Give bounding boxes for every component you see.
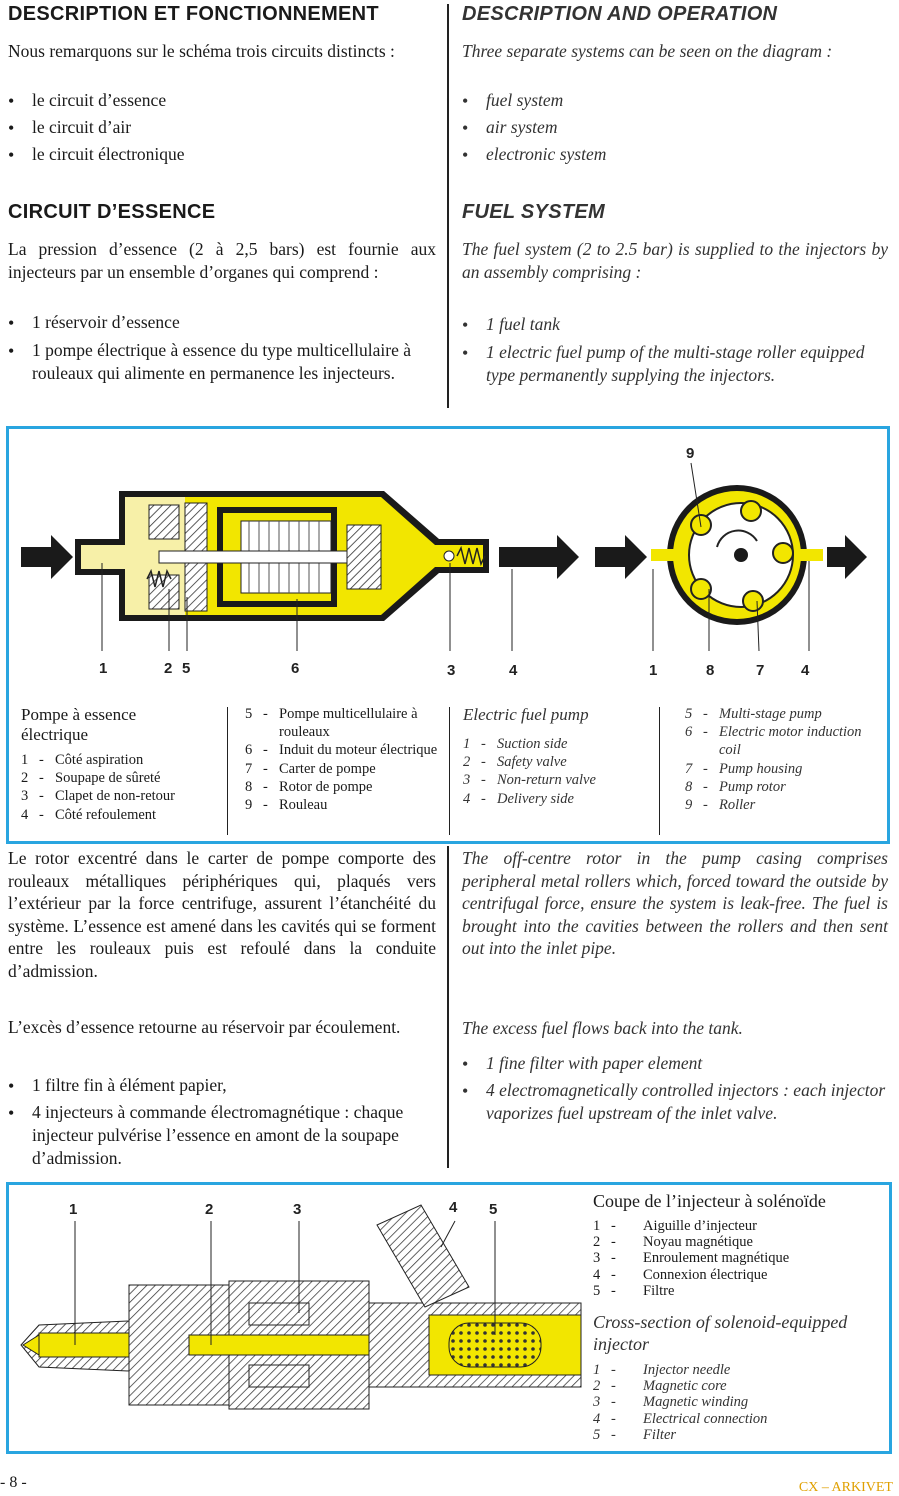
en-intro: Three separate systems can be seen on the diagram : (462, 41, 833, 61)
list-item: • electronic system (462, 143, 888, 166)
legend-row: 5 - Pompe multicellulaire à rouleaux (245, 706, 418, 741)
pump-legend-fr-a (21, 705, 221, 824)
en-excess-paragraph: The excess fuel flows back into the tank. (462, 1018, 743, 1038)
pump-figure-panel (6, 426, 890, 844)
injector-figure-panel (6, 1182, 892, 1454)
legend-row: 3 - Magnetic winding (593, 1394, 749, 1411)
watermark-credit: CX – ARKIVET (798, 1480, 893, 1495)
en-fuel-intro: The fuel system (2 to 2.5 bar) is supplied to the injectors by an assembly comprising : (462, 239, 888, 282)
en-heading-description: DESCRIPTION AND OPERATION (462, 3, 778, 25)
legend-row: 1 - Injector needle (593, 1362, 731, 1378)
legend-row: 9 - Rouleau (245, 797, 328, 814)
callout-1-rotor: 1 (649, 662, 658, 679)
legend-row: 1 - Côté aspiration (21, 752, 144, 768)
injector-callout-1: 1 (69, 1201, 78, 1218)
legend-row: 3 - Non-return valve (463, 772, 596, 789)
fr-rotor-paragraph: Le rotor excentré dans le carter de pompe comporte des rouleaux métalliques périphériques qui, plaqués vers l’extérieur par la force centrifuge, assurent l’étanchéité du système. L’essence est amené dans les cavités qui se forment entre les rouleaux puis est refoulé dans la conduite d’admission. (8, 848, 436, 981)
injector-title-fr: Coupe de l’injecteur à solénoïde (593, 1191, 826, 1211)
legend-row: 8 - Rotor de pompe (245, 778, 373, 795)
legend-row: 5 - Multi-stage pump (685, 706, 822, 722)
callout-1: 1 (99, 660, 108, 677)
injector-diagram (9, 1185, 585, 1451)
callout-5: 5 (182, 660, 191, 677)
list-item: • 1 pompe électrique à essence du type multicellulaire à rouleaux qui alimente en permanence les injecteurs. (8, 339, 436, 385)
fr-intro: Nous remarquons sur le schéma trois circuits distincts : (8, 41, 395, 61)
legend-row: 8 - Pump rotor (685, 778, 786, 795)
callout-4: 4 (509, 662, 518, 679)
list-item: • le circuit d’essence (8, 89, 436, 112)
callout-3: 3 (447, 662, 456, 679)
en-heading-fuel: FUEL SYSTEM (462, 201, 605, 223)
fr-excess-paragraph: L’excès d’essence retourne au réservoir par écoulement. (8, 1017, 401, 1037)
legend-row: 5 - Filter (593, 1426, 677, 1443)
inlet-arrow (21, 535, 73, 579)
list-item: • fuel system (462, 89, 888, 112)
legend-row: 3 - Clapet de non-retour (21, 788, 175, 805)
en-systems-list (462, 89, 888, 166)
legend-row: 2 - Noyau magnétique (593, 1234, 753, 1251)
outlet-arrow (499, 535, 579, 579)
en-fuel-list (462, 313, 888, 387)
list-item: • 1 réservoir d’essence (8, 311, 436, 334)
pump-title-en: Electric fuel pump (463, 705, 589, 724)
legend-row: 7 - Pump housing (685, 760, 803, 777)
fr-heading-fuel: CIRCUIT D’ESSENCE (8, 201, 216, 223)
legend-row: 1 - Aiguille d’injecteur (593, 1218, 757, 1234)
legend-row: 2 - Safety valve (463, 754, 567, 771)
column-divider-middle (447, 846, 449, 1168)
column-divider-top (447, 4, 449, 408)
injector-legend-en (593, 1311, 887, 1444)
list-item: • le circuit électronique (8, 143, 436, 166)
callout-6: 6 (291, 660, 300, 677)
injector-legend-fr (593, 1191, 883, 1300)
en-filter-list (462, 1052, 888, 1125)
pump-legend-en-a (463, 705, 653, 808)
list-item: • 1 fine filter with paper element (462, 1052, 888, 1075)
list-item: • 4 electromagnetically controlled injectors : each injector vaporizes fuel upstream of the inlet valve. (462, 1079, 888, 1125)
callout-9: 9 (686, 445, 695, 462)
injector-title-en: Cross-section of solenoid-equipped injector (593, 1312, 848, 1354)
list-item: • air system (462, 116, 888, 139)
legend-row: 1 - Suction side (463, 736, 568, 752)
list-item: • 1 filtre fin à élément papier, (8, 1074, 436, 1097)
injector-callout-2: 2 (205, 1201, 214, 1218)
pump-title-fr: Pompe à essence électrique (21, 705, 137, 744)
list-item: • 4 injecteurs à commande électromagnétique : chaque injecteur pulvérise l’essence en amont de la soupape d’admission. (8, 1101, 436, 1170)
fr-fuel-intro: La pression d’essence (2 à 2,5 bars) est fournie aux injecteurs par un ensemble d’organes qui comprend : (8, 239, 436, 282)
legend-row: 4 - Delivery side (463, 790, 574, 807)
legend-row: 6 - Induit du moteur électrique (245, 742, 438, 759)
pump-legend-fr-b (245, 705, 441, 814)
legend-row: 4 - Electrical connection (593, 1410, 768, 1427)
pump-legend-en-b (685, 705, 875, 814)
en-rotor-paragraph: The off-centre rotor in the pump casing comprises peripheral metal rollers which, forced toward the outside by centrifugal force, ensure the system is leak-free. The fuel is brought into the cavities between the rollers and then sent out into the inlet pipe. (462, 848, 888, 958)
legend-row: 4 - Côté refoulement (21, 806, 157, 823)
fr-heading-description: DESCRIPTION ET FONCTIONNEMENT (8, 3, 379, 25)
legend-row: 5 - Filtre (593, 1282, 675, 1299)
list-item: • 1 fuel tank (462, 313, 888, 336)
list-item: • le circuit d’air (8, 116, 436, 139)
legend-row: 2 - Soupape de sûreté (21, 770, 161, 787)
page-number: - 8 - (0, 1474, 27, 1491)
callout-7: 7 (756, 662, 765, 679)
injector-callout-5: 5 (489, 1201, 498, 1218)
injector-callout-3: 3 (293, 1201, 302, 1218)
injector-callout-4: 4 (449, 1199, 458, 1216)
callout-2: 2 (164, 660, 173, 677)
legend-row: 4 - Connexion électrique (593, 1266, 768, 1283)
callout-4-rotor: 4 (801, 662, 810, 679)
list-item: • 1 electric fuel pump of the multi-stage roller equipped type permanently supplying the injectors. (462, 341, 888, 387)
legend-row: 3 - Enroulement magnétique (593, 1250, 790, 1267)
legend-row: 7 - Carter de pompe (245, 760, 376, 777)
legend-row: 2 - Magnetic core (593, 1378, 727, 1395)
rotor-outlet-arrow (827, 535, 867, 579)
callout-8: 8 (706, 662, 715, 679)
legend-row: 9 - Roller (685, 797, 756, 814)
rotor-inlet-arrow (595, 535, 647, 579)
legend-row: 6 - Electric motor induction coil (685, 724, 862, 759)
fr-fuel-list (8, 311, 436, 385)
fr-systems-list (8, 89, 436, 166)
fr-filter-list (8, 1074, 436, 1170)
pump-diagram (9, 429, 887, 689)
